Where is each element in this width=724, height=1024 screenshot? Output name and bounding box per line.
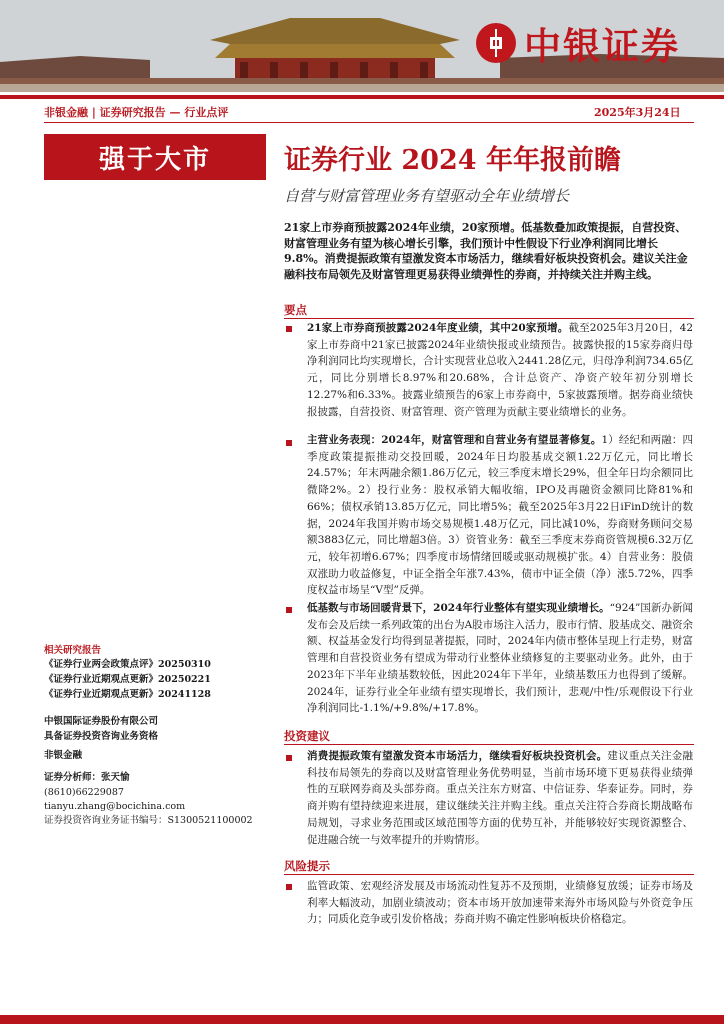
analyst-email[interactable]: tianyu.zhang@bocichina.com [44,801,186,812]
investment-body: 建议重点关注金融科技布局领先的券商以及财富管理业务优势明显，当前市场环境下更易获得业绩弹性的互联网券商及头部券商。重点关注东方财富、中信证券、华泰证券。同时，券商并购有望持续迎来进展，建议继续关注并购主线。重点关注符合券商长期战略布局规划，寻求业务范围或区域范围等方面的优势互补，并能够较好实现资源整合、促进融合统一与效率提升的并购情形。 [307,750,694,846]
breadcrumb: 非银金融 | 证券研究报告 — 行业点评 [44,106,229,119]
key-point-2-body: 1）经纪和两融：四季度政策提振推动交投回暖，2024年日均股基成交额1.22万亿元，同比增长24.57%；年末两融余额1.86万亿元，较三季度末增长29%，但全年日均余额同比微降2%。2）投行业务：股权承销大幅收缩，IPO及再融资金额同比降81%和66%；债权承销13.85万亿元，同比增5%；截至2025年3月22日iFinD统计的数据，2024年我国并购市场交易规模1.48万亿元，同比减10%，券商财务顾问交易额3883亿元，同比增超3倍。3）资管业务：截至三季度末券商资管规模6.32万亿元，较年初增6.67%；四季度市场情绪回暖或驱动规模扩张。4）自营业务：股债双涨助力收益修复，中证全指全年涨7.43%，债市中证全债（净）涨5.72%，四季度权益市场呈“V型”反弹。 [307,434,693,597]
related-reports-title: 相关研究报告 [44,645,102,656]
key-point-1-lead: 21家上市券商预披露2024年度业绩，其中20家预增。 [307,322,569,334]
company-license: 具备证券投资咨询业务资格 [44,731,159,742]
related-report-3[interactable]: 《证券行业近期观点更新》20241128 [44,689,211,700]
logo-text: 中银证券 [524,25,680,68]
analyst-phone: (8610)66229087 [44,787,124,798]
risk-point [307,878,693,928]
logo [476,16,680,70]
key-point-1 [307,320,693,420]
report-date: 2025年3月24日 [594,106,681,119]
section-key-points-title: 要点 [284,303,307,317]
analyst-certificate: 证券投资咨询业务证书编号：S1300521100002 [44,815,253,826]
analyst-name: 证券分析师：张天愉 [44,772,130,783]
investment-point [307,748,693,848]
section-investment-title: 投资建议 [284,729,330,743]
related-report-1[interactable]: 《证券行业两会政策点评》20250310 [44,659,211,670]
rating-badge: 强于大市 [44,134,266,180]
section-risk-title: 风险提示 [284,859,330,873]
header-banner [0,0,724,92]
key-point-3 [307,600,693,717]
section-rule [284,318,694,319]
related-report-2[interactable]: 《证券行业近期观点更新》20250221 [44,674,211,685]
bullet-icon [286,440,292,446]
key-point-2 [307,432,693,599]
bullet-icon [286,884,292,890]
page-subtitle: 自营与财富管理业务有望驱动全年业绩增长 [284,187,570,205]
key-point-2-lead: 主营业务表现：2024年，财富管理和自营业务有望显著修复。 [307,434,602,446]
page-title: 证券行业 2024 年年报前瞻 [284,145,621,176]
header-rule [0,95,724,99]
abstract: 21家上市券商预披露2024年业绩，20家预增。低基数叠加政策提振，自营投资、财富管理业务有望为核心增长引擎，我们预计中性假设下行业净利润同比增长9.8%。消费提振政策有望激发资本市场活力，继续看好板块投资机会。建议关注金融科技布局领先及财富管理更易获得业绩弹性的券商，并持续关注并购主线。 [284,221,688,281]
bullet-icon [286,326,292,332]
bullet-icon [286,607,292,613]
header-subrule [44,122,694,123]
boc-logo-icon [476,23,516,63]
footer-rule [0,1015,724,1024]
section-rule [284,874,694,875]
company-name: 中银国际证券股份有限公司 [44,716,159,727]
key-point-1-body: 截至2025年3月20日，42家上市券商中21家已披露2024年业绩快报或业绩预告。披露快报的15家券商归母净利润同比均实现增长，合计实现营业总收入2441.28亿元，归母净利润734.65亿元，同比分别增长8.97%和20.68%，合计总资产、净资产较年初分别增长12.27%和6.33%。披露业绩预告的6家上市券商中，5家披露预增。据券商业绩快报披露，自营投资、财富管理、资产管理为贡献主要业绩增长的业务。 [307,322,694,418]
section-rule [284,744,694,745]
industry-label: 非银金融 [44,750,83,761]
key-point-3-lead: 低基数与市场回暖背景下，2024年行业整体有望实现业绩增长。 [307,602,610,614]
key-point-3-body: “924”国新办新闻发布会及后续一系列政策的出台为A股市场注入活力，股市行情、股基成交、融资余额、权益基金发行均得到显著提振，同时，2024年内债市整体呈现上行走势，财富管理和自营投资业务有望成为带动行业整体业绩修复的主要驱动业务。此外，由于2023年下半年业绩基数较低，因此2024年下半年，业绩基数压力也得到了缓解。2024年，证券行业全年业绩有望实现增长，我们预计，悲观/中性/乐观假设下行业净利润同比-1.1%/+9.8%/+17.8%。 [307,602,693,715]
risk-body: 监管政策、宏观经济发展及市场流动性复苏不及预期，业绩修复放缓；证券市场及利率大幅波动，加剧业绩波动；资本市场开放加速带来海外市场风险与外资竞争压力；同质化竞争或引发价格战；券商并购不确定性影响板块价格稳定。 [307,880,693,926]
investment-lead: 消费提振政策有望激发资本市场活力，继续看好板块投资机会。 [307,750,608,762]
bullet-icon [286,755,292,761]
